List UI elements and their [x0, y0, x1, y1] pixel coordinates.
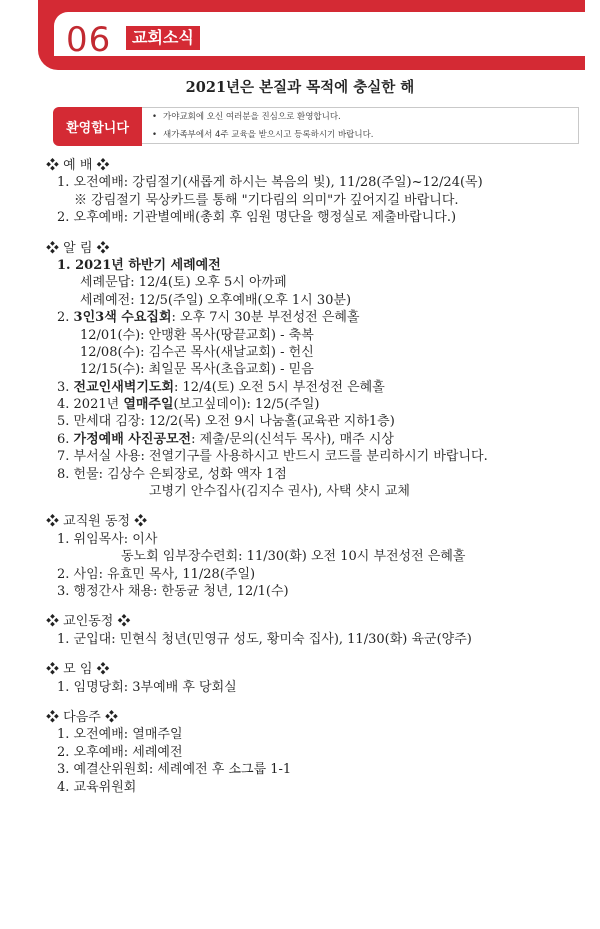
- notice-subitem: 12/15(수): 최일문 목사(초읍교회) - 믿음: [80, 362, 314, 378]
- news-content: [46, 157, 591, 796]
- notice-text: 4. 2021년: [57, 397, 124, 413]
- section-header: [38, 0, 585, 72]
- notice-subitem: 세례문답: 12/4(토) 오후 5시 아까페: [80, 275, 287, 291]
- welcome-box: [142, 107, 579, 144]
- notice-bold: 3인3색 수요집회: [73, 310, 172, 326]
- item-number: 2.: [57, 310, 74, 326]
- notice-item: 8. 헌물: 김상수 은퇴장로, 성화 액자 1점: [57, 466, 287, 482]
- next-week-item: 1. 오전예배: 열매주일: [57, 727, 183, 743]
- item-number: 6.: [57, 431, 74, 447]
- staff-item: 2. 사임: 유효민 목사, 11/28(주일): [57, 566, 256, 582]
- notice-bold: 열매주일: [123, 397, 174, 413]
- next-week-heading: ❖ 다음주 ❖: [46, 709, 118, 725]
- notice-item: [46, 379, 591, 396]
- notice-item: 5. 만세대 김장: 12/2(목) 오전 9시 나눔홀(교육관 지하1층): [57, 414, 395, 430]
- members-item: 1. 군입대: 민현식 청년(민영규 성도, 황미숙 집사), 11/30(화) 육군(양주): [57, 631, 472, 647]
- notice-heading: ❖ 알 림 ❖: [46, 240, 110, 256]
- staff-heading: ❖ 교직원 동정 ❖: [46, 514, 148, 530]
- next-week-item: 2. 오후예배: 세례예전: [57, 744, 183, 760]
- notice-bold: 가정예배 사진공모전: [73, 431, 192, 447]
- notice-item: [46, 309, 591, 326]
- notice-subitem: 12/08(수): 김수곤 목사(새날교회) - 헌신: [80, 344, 314, 360]
- notice-item: 7. 부서실 사용: 전열기구를 사용하시고 반드시 코드를 분리하시기 바랍니다.: [57, 449, 488, 465]
- welcome-banner: [53, 107, 583, 146]
- year-motto: 2021년은 본질과 목적에 충실한 해: [185, 79, 415, 96]
- notice-subitem: 세례예전: 12/5(주일) 오후예배(오후 1시 30분): [80, 292, 352, 308]
- worship-heading: ❖ 예 배 ❖: [46, 158, 110, 173]
- section-title: 교회소식: [126, 26, 200, 50]
- notice-subitem: 12/01(수): 안맹환 목사(땅끝교회) - 축복: [80, 327, 314, 343]
- notice-text: : 제출/문의(신석두 목사), 매주 시상: [191, 431, 394, 447]
- notice-bold: 전교인새벽기도회: [73, 379, 175, 395]
- next-week-item: 4. 교육위원회: [57, 779, 137, 795]
- worship-item: 1. 오전예배: 강림절기(새롭게 하시는 복음의 빛), 11/28(주일)~12/24(목): [57, 175, 483, 191]
- notice-text: : 12/4(토) 오전 5시 부전성전 은혜홀: [174, 379, 385, 395]
- notice-item: [46, 396, 591, 413]
- notice-subitem: 고병기 안수집사(김지수 권사), 사택 샷시 교체: [149, 484, 410, 500]
- notice-bold: 1. 2021년 하반기 세례예전: [57, 257, 221, 273]
- worship-note: ※ 강림절기 묵상카드를 통해 "기다림의 의미"가 깊어지길 바랍니다.: [74, 192, 459, 208]
- welcome-label: 환영합니다: [53, 107, 142, 146]
- welcome-line: • 새가족부에서 4주 교육을 받으시고 등록하시기 바랍니다.: [152, 126, 578, 144]
- header-stripe: [54, 56, 585, 64]
- meeting-item: 1. 임명당회: 3부예배 후 당회실: [57, 679, 237, 695]
- welcome-line: • 가야교회에 오신 여러분을 진심으로 환영합니다.: [152, 108, 578, 126]
- staff-item: 1. 위임목사: 이사: [57, 531, 158, 547]
- meeting-heading: ❖ 모 임 ❖: [46, 662, 110, 678]
- members-heading: ❖ 교인동정 ❖: [46, 614, 131, 630]
- worship-item: 2. 오후예배: 기관별예배(총회 후 임원 명단을 행정실로 제출바랍니다.): [57, 210, 457, 226]
- staff-item: 3. 행정간사 채용: 한동균 청년, 12/1(수): [57, 583, 289, 599]
- notice-item: [46, 257, 591, 274]
- section-number: 06: [66, 20, 112, 60]
- item-number: 3.: [57, 379, 74, 395]
- notice-text: (보고싶데이): 12/5(주일): [173, 397, 320, 413]
- notice-item: [46, 431, 591, 448]
- next-week-item: 3. 예결산위원회: 세례예전 후 소그룹 1-1: [57, 762, 292, 778]
- staff-subitem: 동노회 임부장수련회: 11/30(화) 오전 10시 부전성전 은혜홀: [121, 549, 466, 565]
- notice-text: : 오후 7시 30분 부전성전 은혜홀: [171, 310, 360, 326]
